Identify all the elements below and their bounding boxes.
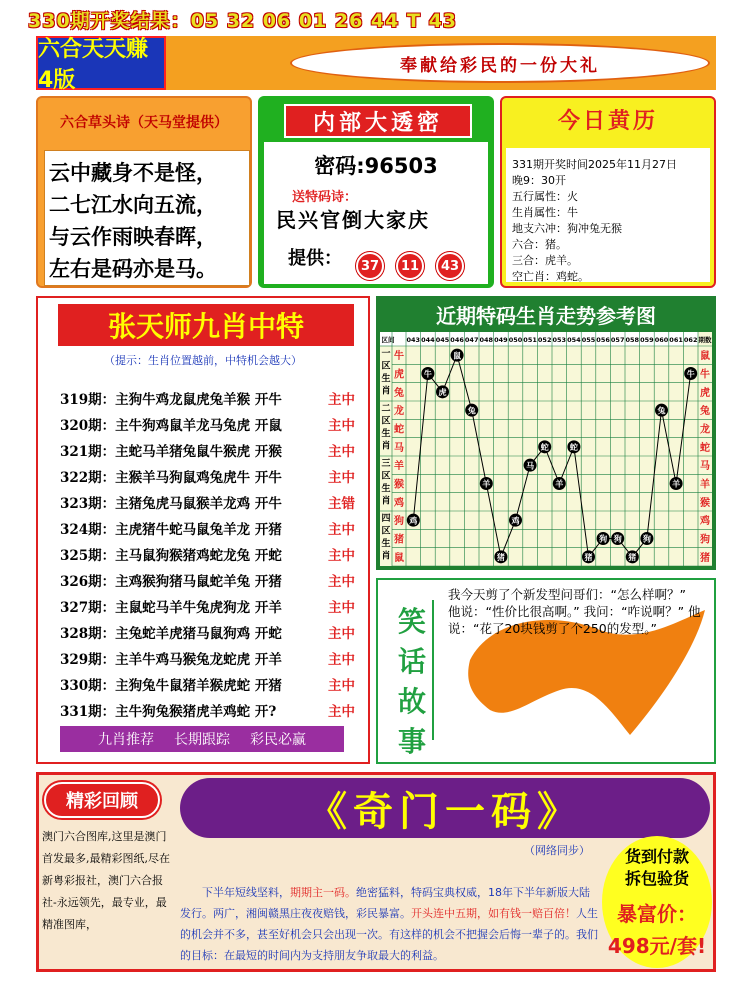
nine-zodiac-footer	[60, 726, 344, 752]
zone-label-char: 区	[381, 526, 391, 537]
poem-line: 云中藏身不是怪，	[49, 161, 217, 185]
left-zodiac-label: 鼠	[394, 552, 404, 564]
number-ball: 11	[396, 252, 424, 280]
prediction-row	[60, 414, 366, 434]
period-label: 043	[406, 336, 421, 344]
qimen-left-text: 澳门六合图库,这里是澳门首发最多,最精彩图纸,尽在新粤彩报社，澳门六合报社-永远领先，最专业，最精准图库，	[42, 830, 170, 931]
slogan: 奉献给彩民的一份大礼	[290, 43, 710, 83]
trend-point-label: 牛	[423, 369, 432, 379]
trend-chart-title: 近期特码生肖走势参考图	[436, 304, 656, 328]
zone-label-char: 肖	[381, 386, 391, 397]
network-sync: （网络同步）	[524, 844, 590, 857]
trend-point-label: 羊	[555, 479, 564, 489]
left-zodiac-label: 虎	[394, 369, 404, 381]
zone-label-char: 区	[381, 361, 391, 372]
para-part: 人生的机会并不多，甚至好机会只会出现一次。有这样的机会不把握会后悔一辈子的。我们的目标：在最短的时间内为支持朋友争取最大的利益。	[180, 907, 598, 962]
footer-text: 彩民必赢	[250, 732, 306, 748]
period-label: 058	[625, 336, 640, 344]
zone-label-char: 生	[381, 429, 391, 439]
poem-line: 二七江水向五流，	[49, 193, 217, 217]
almanac-line: 三合：虎羊。	[512, 254, 578, 267]
almanac-line: 地支六冲：狗冲兔无猴	[512, 222, 622, 235]
para-part: 下半年短线坚料，	[202, 886, 290, 899]
prediction-text: 322期：主猴羊马狗鼠鸡兔虎牛 开牛	[60, 470, 282, 486]
left-zodiac-label: 羊	[394, 461, 404, 473]
period-label: 051	[523, 336, 537, 344]
prediction-text: 325期：主马鼠狗猴猪鸡蛇龙兔 开蛇	[60, 548, 282, 564]
poem-line: 左右是码亦是马。	[49, 257, 217, 281]
joke-side-char: 笑	[398, 605, 427, 638]
left-zodiac-label: 猴	[394, 479, 404, 491]
prediction-result: 主中	[328, 600, 355, 616]
prediction-row	[60, 700, 366, 720]
footer-text: 九肖推荐	[98, 732, 154, 748]
nine-zodiac-hint: （提示：生肖位置越前，中特机会越大）	[104, 354, 302, 367]
zone-label-char: 肖	[381, 441, 391, 452]
prediction-result: 主中	[328, 574, 355, 590]
provide-label: 提供：	[288, 248, 342, 269]
secret-title: 内部大透密	[284, 104, 472, 138]
almanac-line: 晚9：30开	[512, 174, 566, 187]
almanac-line: 331期开奖时间2025年11月27日	[512, 158, 677, 171]
result-line: 330期开奖结果：05 32 06 01 26 44 T 43	[28, 10, 458, 32]
prediction-result: 主中	[328, 522, 355, 538]
prediction-text: 323期：主猪兔虎马鼠猴羊龙鸡 开牛	[60, 496, 282, 512]
zone-label-char: 生	[381, 374, 391, 384]
prediction-result: 主中	[328, 678, 355, 694]
period-label: 053	[552, 336, 567, 344]
trend-point-label: 狗	[642, 534, 651, 544]
right-zodiac-label: 猪	[700, 552, 710, 564]
para-part: 绝密猛料，特码宝典权威，18年下半年新版大陆发行。两广，湘闽赣黑庄夜夜赔钱，彩民暴富。	[180, 886, 590, 920]
nine-zodiac-title: 张天师九肖中特	[58, 304, 354, 346]
prediction-result: 主中	[328, 392, 355, 408]
trend-point-label: 蛇	[569, 443, 578, 453]
right-zodiac-label: 龙	[700, 424, 710, 436]
zone-label-char: 二	[381, 404, 391, 414]
right-zodiac-label: 兔	[700, 406, 710, 418]
right-zodiac-label: 羊	[700, 479, 710, 491]
trend-point-label: 猪	[628, 553, 637, 563]
right-zodiac-label: 鸡	[700, 516, 710, 528]
period-label: 045	[435, 336, 450, 344]
prediction-text: 326期：主鸡猴狗猪马鼠蛇羊兔 开猪	[60, 574, 282, 590]
period-label: 050	[508, 336, 523, 344]
prediction-row	[60, 388, 366, 408]
poem-body	[44, 150, 250, 286]
para-part-highlight: 开头连中五期，如有钱一赔百倍！	[411, 907, 576, 920]
special-phrase: 民兴官倒大家庆	[276, 208, 430, 232]
prediction-row	[60, 466, 366, 486]
joke-side-char: 故	[398, 685, 427, 718]
almanac-line: 空亡肖：鸡蛇。	[512, 270, 589, 283]
right-zodiac-label: 马	[700, 461, 710, 473]
left-zodiac-label: 牛	[394, 351, 404, 363]
period-label: 060	[654, 336, 669, 344]
poem-title: 六合草头诗（天马堂提供）	[60, 115, 228, 131]
prediction-text: 320期：主牛狗鸡鼠羊龙马兔虎 开鼠	[60, 418, 282, 434]
prediction-text: 328期：主兔蛇羊虎猪马鼠狗鸡 开蛇	[60, 626, 282, 642]
prediction-text: 321期：主蛇马羊猪兔鼠牛猴虎 开猴	[60, 444, 282, 460]
prediction-row	[60, 570, 366, 590]
trend-point-label: 羊	[672, 479, 681, 489]
period-label: 048	[479, 336, 494, 344]
trend-point-label: 猪	[584, 553, 593, 563]
right-zodiac-label: 蛇	[700, 442, 710, 454]
qimen-title: 《奇门一码》	[307, 787, 583, 835]
trend-point-label: 狗	[599, 534, 608, 544]
left-zodiac-label: 猪	[394, 534, 404, 546]
prediction-row	[60, 440, 366, 460]
trend-point-label: 羊	[482, 479, 491, 489]
zone-label-char: 区	[381, 416, 391, 427]
prediction-result: 主中	[328, 548, 355, 564]
para-part-highlight: 期期主一码。	[290, 886, 356, 899]
prediction-result: 主错	[328, 496, 355, 512]
zone-label-char: 肖	[381, 551, 391, 562]
edition-label: 六合天天赚 4版	[36, 36, 166, 90]
prediction-result: 主中	[328, 704, 355, 720]
joke-side-char: 事	[398, 725, 427, 758]
period-label: 046	[450, 336, 464, 344]
period-label: 061	[669, 336, 683, 344]
left-zodiac-label: 蛇	[394, 424, 404, 436]
right-zodiac-label: 狗	[700, 534, 710, 546]
prediction-row	[60, 648, 366, 668]
zone-label-char: 三	[381, 459, 391, 469]
trend-point-label: 虎	[438, 388, 447, 398]
left-zodiac-label: 鸡	[394, 497, 404, 509]
number-ball: 37	[356, 252, 384, 280]
number-ball: 43	[436, 252, 464, 280]
almanac-line: 六合：猪。	[512, 238, 567, 251]
offer-line: 拆包验货	[624, 869, 689, 888]
prediction-result: 主中	[328, 652, 355, 668]
right-zodiac-label: 鼠	[700, 351, 710, 363]
left-zodiac-label: 狗	[394, 516, 404, 528]
period-header-label: 期数	[698, 336, 712, 344]
right-zodiac-label: 牛	[700, 369, 710, 381]
trend-point-label: 狗	[613, 534, 622, 544]
joke-text: 我今天剪了个新发型问哥们：“怎么样啊？” 他说：“性价比很高啊。” 我问：“咋说啊？” 他说：“花了20块钱剪了个250的发型。”	[448, 587, 701, 636]
prediction-result: 主中	[328, 470, 355, 486]
period-label: 049	[494, 336, 508, 344]
zone-label-char: 一	[381, 349, 391, 359]
period-label: 055	[581, 336, 596, 344]
prediction-row	[60, 622, 366, 642]
offer-price: 498元/套!	[607, 934, 707, 958]
period-label: 062	[683, 336, 698, 344]
almanac-line: 五行属性：火	[512, 190, 578, 203]
zone-label-char: 四	[381, 514, 391, 524]
period-label: 059	[640, 336, 654, 344]
trend-chart	[380, 332, 712, 566]
zone-label-char: 生	[381, 484, 391, 494]
prediction-row	[60, 518, 366, 538]
left-zodiac-label: 龙	[394, 406, 404, 418]
prediction-result: 主中	[328, 626, 355, 642]
zone-label-char: 肖	[381, 496, 391, 507]
offer-line: 货到付款	[624, 847, 689, 866]
footer-text: 长期跟踪	[174, 732, 230, 748]
trend-point-label: 牛	[686, 369, 695, 379]
prediction-text: 319期：主狗牛鸡龙鼠虎兔羊猴 开牛	[60, 392, 282, 408]
period-label: 047	[464, 336, 479, 344]
prediction-row	[60, 492, 366, 512]
joke-side-char: 话	[398, 645, 427, 678]
prediction-result: 主中	[328, 444, 355, 460]
right-zodiac-label: 猴	[700, 497, 710, 509]
left-zodiac-label: 兔	[394, 387, 404, 399]
zone-label-char: 区	[381, 471, 391, 482]
zone-label-char: 生	[381, 539, 391, 549]
prediction-row	[60, 544, 366, 564]
right-zodiac-label: 虎	[700, 387, 710, 399]
offer-line: 暴富价：	[617, 902, 697, 926]
prediction-row	[60, 596, 366, 616]
period-label: 052	[537, 336, 552, 344]
trend-point-label: 鼠	[453, 351, 462, 361]
period-label: 054	[567, 336, 581, 344]
period-label: 057	[610, 336, 625, 344]
prediction-text: 331期：主牛狗兔猴猪虎羊鸡蛇 开?	[60, 704, 277, 720]
trend-point-label: 马	[526, 461, 535, 471]
poem-line: 与云作雨映春晖，	[49, 225, 217, 249]
qimen-main-text	[180, 882, 600, 966]
prediction-text: 327期：主鼠蛇马羊牛兔虎狗龙 开羊	[60, 600, 282, 616]
trend-point-label: 猪	[496, 553, 505, 563]
trend-point-label: 鸡	[511, 516, 520, 526]
prediction-row	[60, 674, 366, 694]
chart-corner-label: 区间	[381, 336, 395, 344]
joke-side-title	[398, 602, 428, 762]
joke-divider	[432, 600, 434, 740]
period-label: 044	[421, 336, 435, 344]
almanac-line: 生肖属性：牛	[512, 206, 578, 219]
review-badge: 精彩回顾	[44, 782, 160, 818]
almanac-title: 今日黄历	[557, 108, 658, 134]
prediction-text: 324期：主虎猪牛蛇马鼠兔羊龙 开猪	[60, 522, 282, 538]
prediction-text: 329期：主羊牛鸡马猴兔龙蛇虎 开羊	[60, 652, 282, 668]
period-label: 056	[596, 336, 610, 344]
secret-code: 密码:96503	[314, 154, 438, 178]
prediction-text: 330期：主狗兔牛鼠猪羊猴虎蛇 开猪	[60, 678, 282, 694]
left-zodiac-label: 马	[394, 442, 404, 454]
prediction-result: 主中	[328, 418, 355, 434]
trend-point-label: 兔	[657, 406, 666, 416]
trend-point-label: 兔	[467, 406, 476, 416]
trend-point-label: 鸡	[409, 516, 418, 526]
special-poem-label: 送特码诗：	[292, 190, 358, 205]
trend-point-label: 蛇	[540, 443, 549, 453]
